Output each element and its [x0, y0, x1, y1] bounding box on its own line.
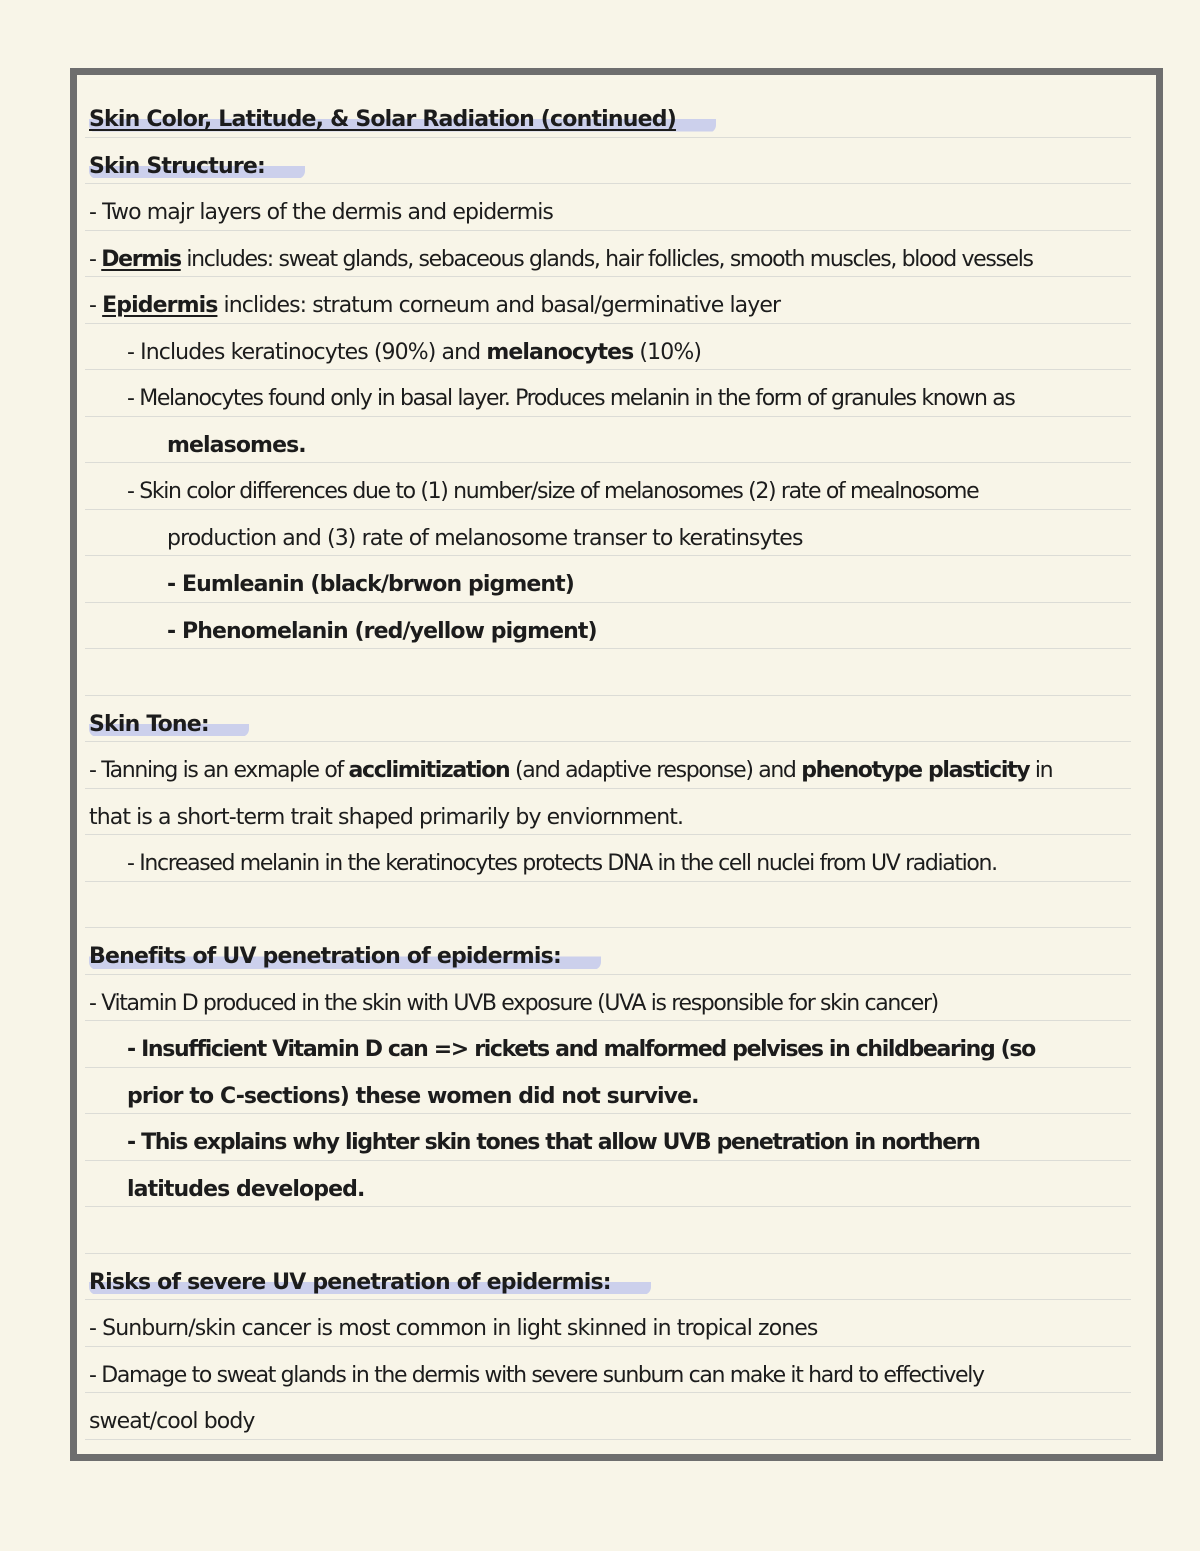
ruled-line — [85, 417, 1131, 464]
note-text: includes: sweat glands, sebaceous glands, hair follicles, smooth muscles, blood vessels — [180, 246, 1033, 272]
ruled-line — [85, 1393, 1131, 1440]
bullet-dash: - — [89, 246, 102, 272]
ruled-line — [85, 696, 1131, 743]
note-line: melasomes. — [167, 432, 306, 458]
ruled-line — [85, 1114, 1131, 1161]
ruled-line — [85, 1347, 1131, 1394]
ruled-line — [85, 370, 1131, 417]
note-line: - Insufficient Vitamin D can => rickets and malformed pelvises in childbearing (so — [127, 1037, 1035, 1063]
ruled-line — [85, 1300, 1131, 1347]
note-text: in — [1029, 758, 1053, 784]
ruled-line — [85, 463, 1131, 510]
note-line: - This explains why lighter skin tones that allow UVB penetration in northern — [127, 1130, 980, 1156]
term-melanocytes: melanocytes — [486, 339, 634, 365]
note-line: - Eumleanin (black/brwon pigment) — [167, 572, 574, 598]
ruled-line — [85, 789, 1131, 836]
ruled-line — [85, 1207, 1131, 1254]
ruled-line — [85, 138, 1131, 185]
note-line: latitudes developed. — [127, 1176, 365, 1202]
ruled-line — [85, 928, 1131, 975]
ruled-line — [85, 1068, 1131, 1115]
notes-page — [70, 68, 1163, 1461]
note-line — [89, 759, 1052, 783]
ruled-lines — [85, 91, 1131, 1440]
ruled-line — [85, 91, 1131, 138]
ruled-line — [85, 1161, 1131, 1208]
ruled-line — [85, 882, 1131, 929]
note-line — [89, 294, 780, 318]
note-line: - Two majr layers of the dermis and epidermis — [89, 200, 553, 226]
ruled-line — [85, 184, 1131, 231]
ruled-line — [85, 556, 1131, 603]
section-heading-skin-tone: Skin Tone: — [89, 713, 249, 737]
term-dermis: Dermis — [101, 246, 181, 272]
note-line: production and (3) rate of melanosome transer to keratinsytes — [167, 525, 803, 551]
ruled-line — [85, 835, 1131, 882]
ruled-line — [85, 649, 1131, 696]
term-phenotype-plasticity: phenotype plasticity — [801, 758, 1030, 784]
note-text: - Includes keratinocytes (90%) and — [127, 339, 487, 365]
ruled-line — [85, 277, 1131, 324]
ruled-line — [85, 975, 1131, 1022]
bullet-dash: - — [89, 293, 103, 319]
note-line: - Skin color differences due to (1) number/size of melanosomes (2) rate of mealnosome — [127, 479, 979, 505]
note-line: - Sunburn/skin cancer is most common in light skinned in tropical zones — [89, 1316, 818, 1342]
page-title: Skin Color, Latitude, & Solar Radiation (continued) — [89, 108, 716, 132]
ruled-line — [85, 324, 1131, 371]
note-line — [89, 248, 1033, 272]
note-text: (10%) — [633, 339, 702, 365]
ruled-line — [85, 1254, 1131, 1301]
note-line: sweat/cool body — [89, 1409, 255, 1435]
note-line: - Vitamin D produced in the skin with UVB exposure (UVA is responsible for skin cancer) — [89, 990, 938, 1016]
note-line: - Increased melanin in the keratinocytes protects DNA in the cell nuclei from UV radiation. — [127, 851, 997, 877]
note-line — [127, 341, 701, 365]
note-text: - Tanning is an exmaple of — [89, 758, 349, 784]
note-text: inclides: stratum corneum and basal/germinative layer — [217, 293, 781, 319]
note-line: - Damage to sweat glands in the dermis with severe sunburn can make it hard to effectively — [89, 1362, 984, 1388]
ruled-line — [85, 231, 1131, 278]
ruled-line — [85, 742, 1131, 789]
note-line: prior to C-sections) these women did not survive. — [127, 1083, 699, 1109]
note-text: (and adaptive response) and — [509, 758, 802, 784]
section-heading-benefits: Benefits of UV penetration of epidermis: — [89, 945, 601, 969]
note-line: - Phenomelanin (red/yellow pigment) — [167, 618, 597, 644]
note-line: that is a short-term trait shaped primarily by enviornment. — [89, 804, 684, 830]
ruled-line — [85, 1021, 1131, 1068]
section-heading-risks: Risks of severe UV penetration of epidermis: — [89, 1271, 651, 1295]
term-acclimitization: acclimitization — [348, 758, 510, 784]
section-heading-skin-structure: Skin Structure: — [89, 155, 305, 179]
ruled-line — [85, 603, 1131, 650]
ruled-line — [85, 510, 1131, 557]
note-line: - Melanocytes found only in basal layer. Produces melanin in the form of granules known as — [127, 386, 1015, 412]
term-epidermis: Epidermis — [102, 293, 218, 319]
